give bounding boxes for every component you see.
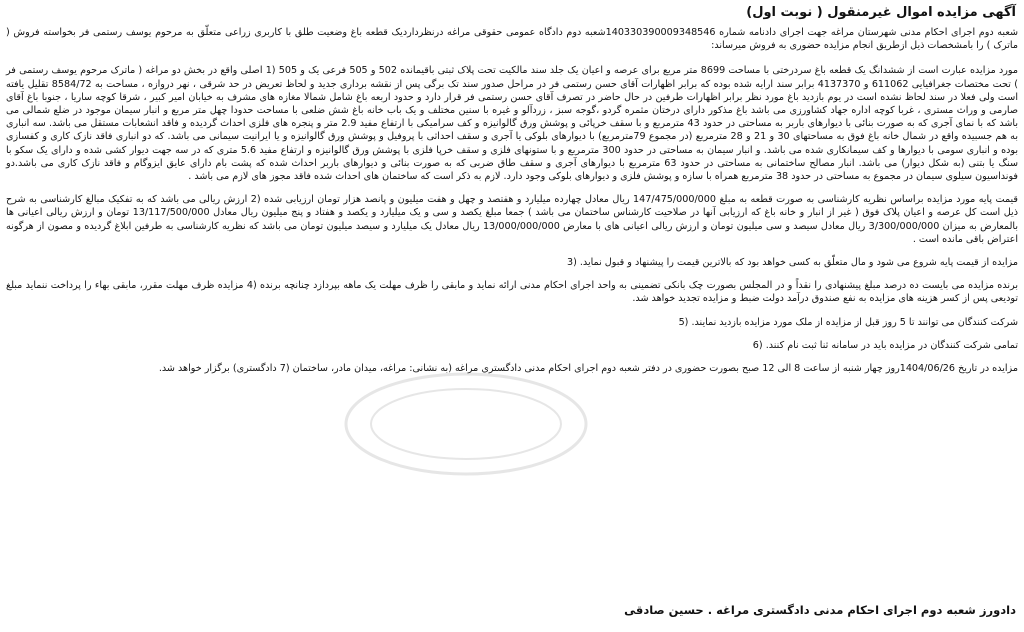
auction-notice — [6, 4, 1018, 628]
paragraph-registration: تمامی شرکت کنندگان در مزایده باید در سامانه ثنا ثبت نام کنند. (6 — [752, 339, 1018, 351]
notice-signature: دادورز شعبه دوم اجرای احکام مدنی دادگستری مراغه . حسین صادقی — [624, 603, 1016, 617]
notice-intro: شعبه دوم اجرای احکام مدنی شهرستان مراغه جهت اجرای دادنامه شماره 140330390009348546شعبه دوم دادگاه عمومی حقوقی مراغه درنظرداردیک قطعه باغ وضعیت طلق با کاربری زراعی متعلّق به مرحوم یوسف رستمی فر بخواسته فروش ( ماترک ) را بامشخصات ذیل ازطریق انجام مزایده حضوری به فروش میرساند: — [6, 27, 1018, 52]
watermark-stamp — [336, 364, 596, 484]
paragraph-property-description: مورد مزایده عبارت است از ششدانگ یک قطعه باغ سردرختی با مساحت 8699 متر مربع برای عرصه و اعیان یک جلد سند مالکیت تحت پلاک ثبتی باقیمانده 502 و 505 فرعی یک و 505 (1 اصلی واقع در بخش دو مراغه ( ماترک مرحوم یوسف رستمی فر ) تحت مختصات جغرافیایی 611062 و 4137370 برابر سند ارایه شده بوده که برابر اظهارات آقای حسن رستمی فر در مراحل صدور سند تک برگی پس از نقشه برداری جدید و لحاظ تعریض در حد شرقی ، نهر دروازه ، مساحت به 8584/72 تقلیل یافته است ولی فعلا در سند لحاظ نشده است در یوم بازدید باغ مورد نظر برابر اظهارات طرفین در حال حاضر در تصرف آقای حسن رستمی فر قرار دارد و حدود اربعه باغ شامل شمالا مغازه های مشرف به خیابان امیر کبیر ، شرقا کوچه ساریا ، جنوبا باغ آقای صارمی و وراث مستری ، غربا کوچه اداره جهاد کشاورزی می باشد باغ مذکور دارای درختان مثمره گردو ،گوجه سبز ، زردآلو و غیره با سنین مختلف و یک باب خانه باغ شش ضلعی با مساحت حدودا چهل متر مربع و انبار سیمان موجود در ضلع شمالی می باشد که با نمای آجری که به صورت بنائی با دیوارهای باربر به مساحتی در حدود 43 مترمربع و با سقف خرپائی و پوشش ورق گالوانیزه و کف سرامیکی با ارتفاع مفید 2.9 متر و پنجره های فلزی احداث گردیده و فاقد انشعابات مستقل می باشد. سه انباری به هم جسبیده واقع در شمال خانه باغ فوق به مساحتهای 30 و 21 و 28 مترمربع (در مجموع 79مترمربع) با دیوارهای بلوکی یا آجری و سقف احداثی با پروفیل و پوشش ورق گالوانیزه و یا ایرانیت سیمانی می باشد. که دو انباری فاقد نازک کاری و کفسازی بوده و انباری سومی با دیوارها و کف سیمانکاری شده می باشد. و انبار سیمان به مساحتی در حدود 300 مترمربع و با ستونهای فلزی و سقف خرپا فلزی با پوشش ورق گالوانیزه و ارتفاع مفید 5.6 متری که در سه جهت دیوار کشی شده و دارای یک سکو با سنگ یا بتنی (به شکل دیوار) می باشد. انبار مصالح ساختمانی به مساحتی در حدود 63 مترمربع با دیوارهای آجری و سقف طاق ضربی که به صورت بنائی و دیوارهای باربر احداث شده که پشت بام دارای عایق ایزوگام و فاقد نازک کاری می باشد.دو فونداسیون سیلوی سیمان در مجموع به مساحتی در حدود 38 مترمربع همراه با سازه و پوشش فلزی و دیوارهای بلوکی وجود دارد. لازم به ذکر است که ساختمان های احداث شده فاقد مجوز های لازم می باشد . — [6, 65, 1018, 183]
paragraph-auction-date: مزایده در تاریخ 1404/06/26روز چهار شنبه از ساعت 8 الی 12 صبح بصورت حضوری در دفتر شعبه دوم اجرای احکام مدنی دادگستری مراغه (به نشانی: مراغه، میدان مادر، ساختمان (7 دادگستری) برگزار خواهد شد. — [158, 363, 1018, 375]
paragraph-starting-price: مزایده از قیمت پایه شروع می شود و مال متعلّق به کسی خواهد بود که بالاترین قیمت را پیشنهاد و قبول نماید. (3 — [566, 257, 1018, 269]
paragraph-deposit-terms: برنده مزایده می بایست ده درصد مبلغ پیشنهادی را نقداً و در المجلس بصورت چک بانکی تضمینی به واحد اجرای احکام مدنی ارائه نماید و مابقی را ظرف مهلت یک ماهه بپردازد چنانچه برنده (4 مزایده ظرف مهلت مقرر، مابقی بهاء را پرداخت ننماید مبلغ تودیعی پس از کسر هزینه های مزایده به نفع صندوق درآمد دولت ضبط و مزایده تجدید خواهد شد. — [6, 280, 1018, 305]
paragraph-visit-terms: شرکت کنندگان می توانند تا 5 روز قبل از مزایده از ملک مورد مزایده بازدید نمایند. (5 — [678, 316, 1018, 328]
notice-title: آگهی مزایده اموال غیرمنقول ( نوبت اول) — [746, 5, 1016, 20]
paragraph-base-price: قیمت پایه مورد مزایده براساس نظریه کارشناسی به صورت قطعه به مبلغ 147/475/000/000 ریال معادل چهارده میلیارد و هفتصد و چهل و هفت میلیون و پانصد هزار تومان ارزیابی شده (2 ارزش ریالی می باشد که به تفکیک مبالغ کارشناسی به شرح ذیل است کل عرصه و اعیان پلاک فوق ( غیر از انبار و خانه باغ که ارزیابی آنها در صلاحیت کارشناس ساختمان می باشد ) جمعا مبلغ یکصد و سی و یک میلیارد و یکصد و هفتاد و پنج میلیون ریال معادل 13/117/500/000 تومان و ارزش ریالی اعیانی ها بالمعارض به میزان 3/300/000/000 ریال معادل سیصد و سی میلیون تومان و ارزش ریالی اعیانی های با معارض 13/000/000/000 ریال معادل یک میلیارد و سیصد میلیون تومان می باشد که نظریه کارشناسی به طرفین ابلاغ گردیده و مصون از هرگونه اعتراض باقی مانده است . — [6, 194, 1019, 245]
